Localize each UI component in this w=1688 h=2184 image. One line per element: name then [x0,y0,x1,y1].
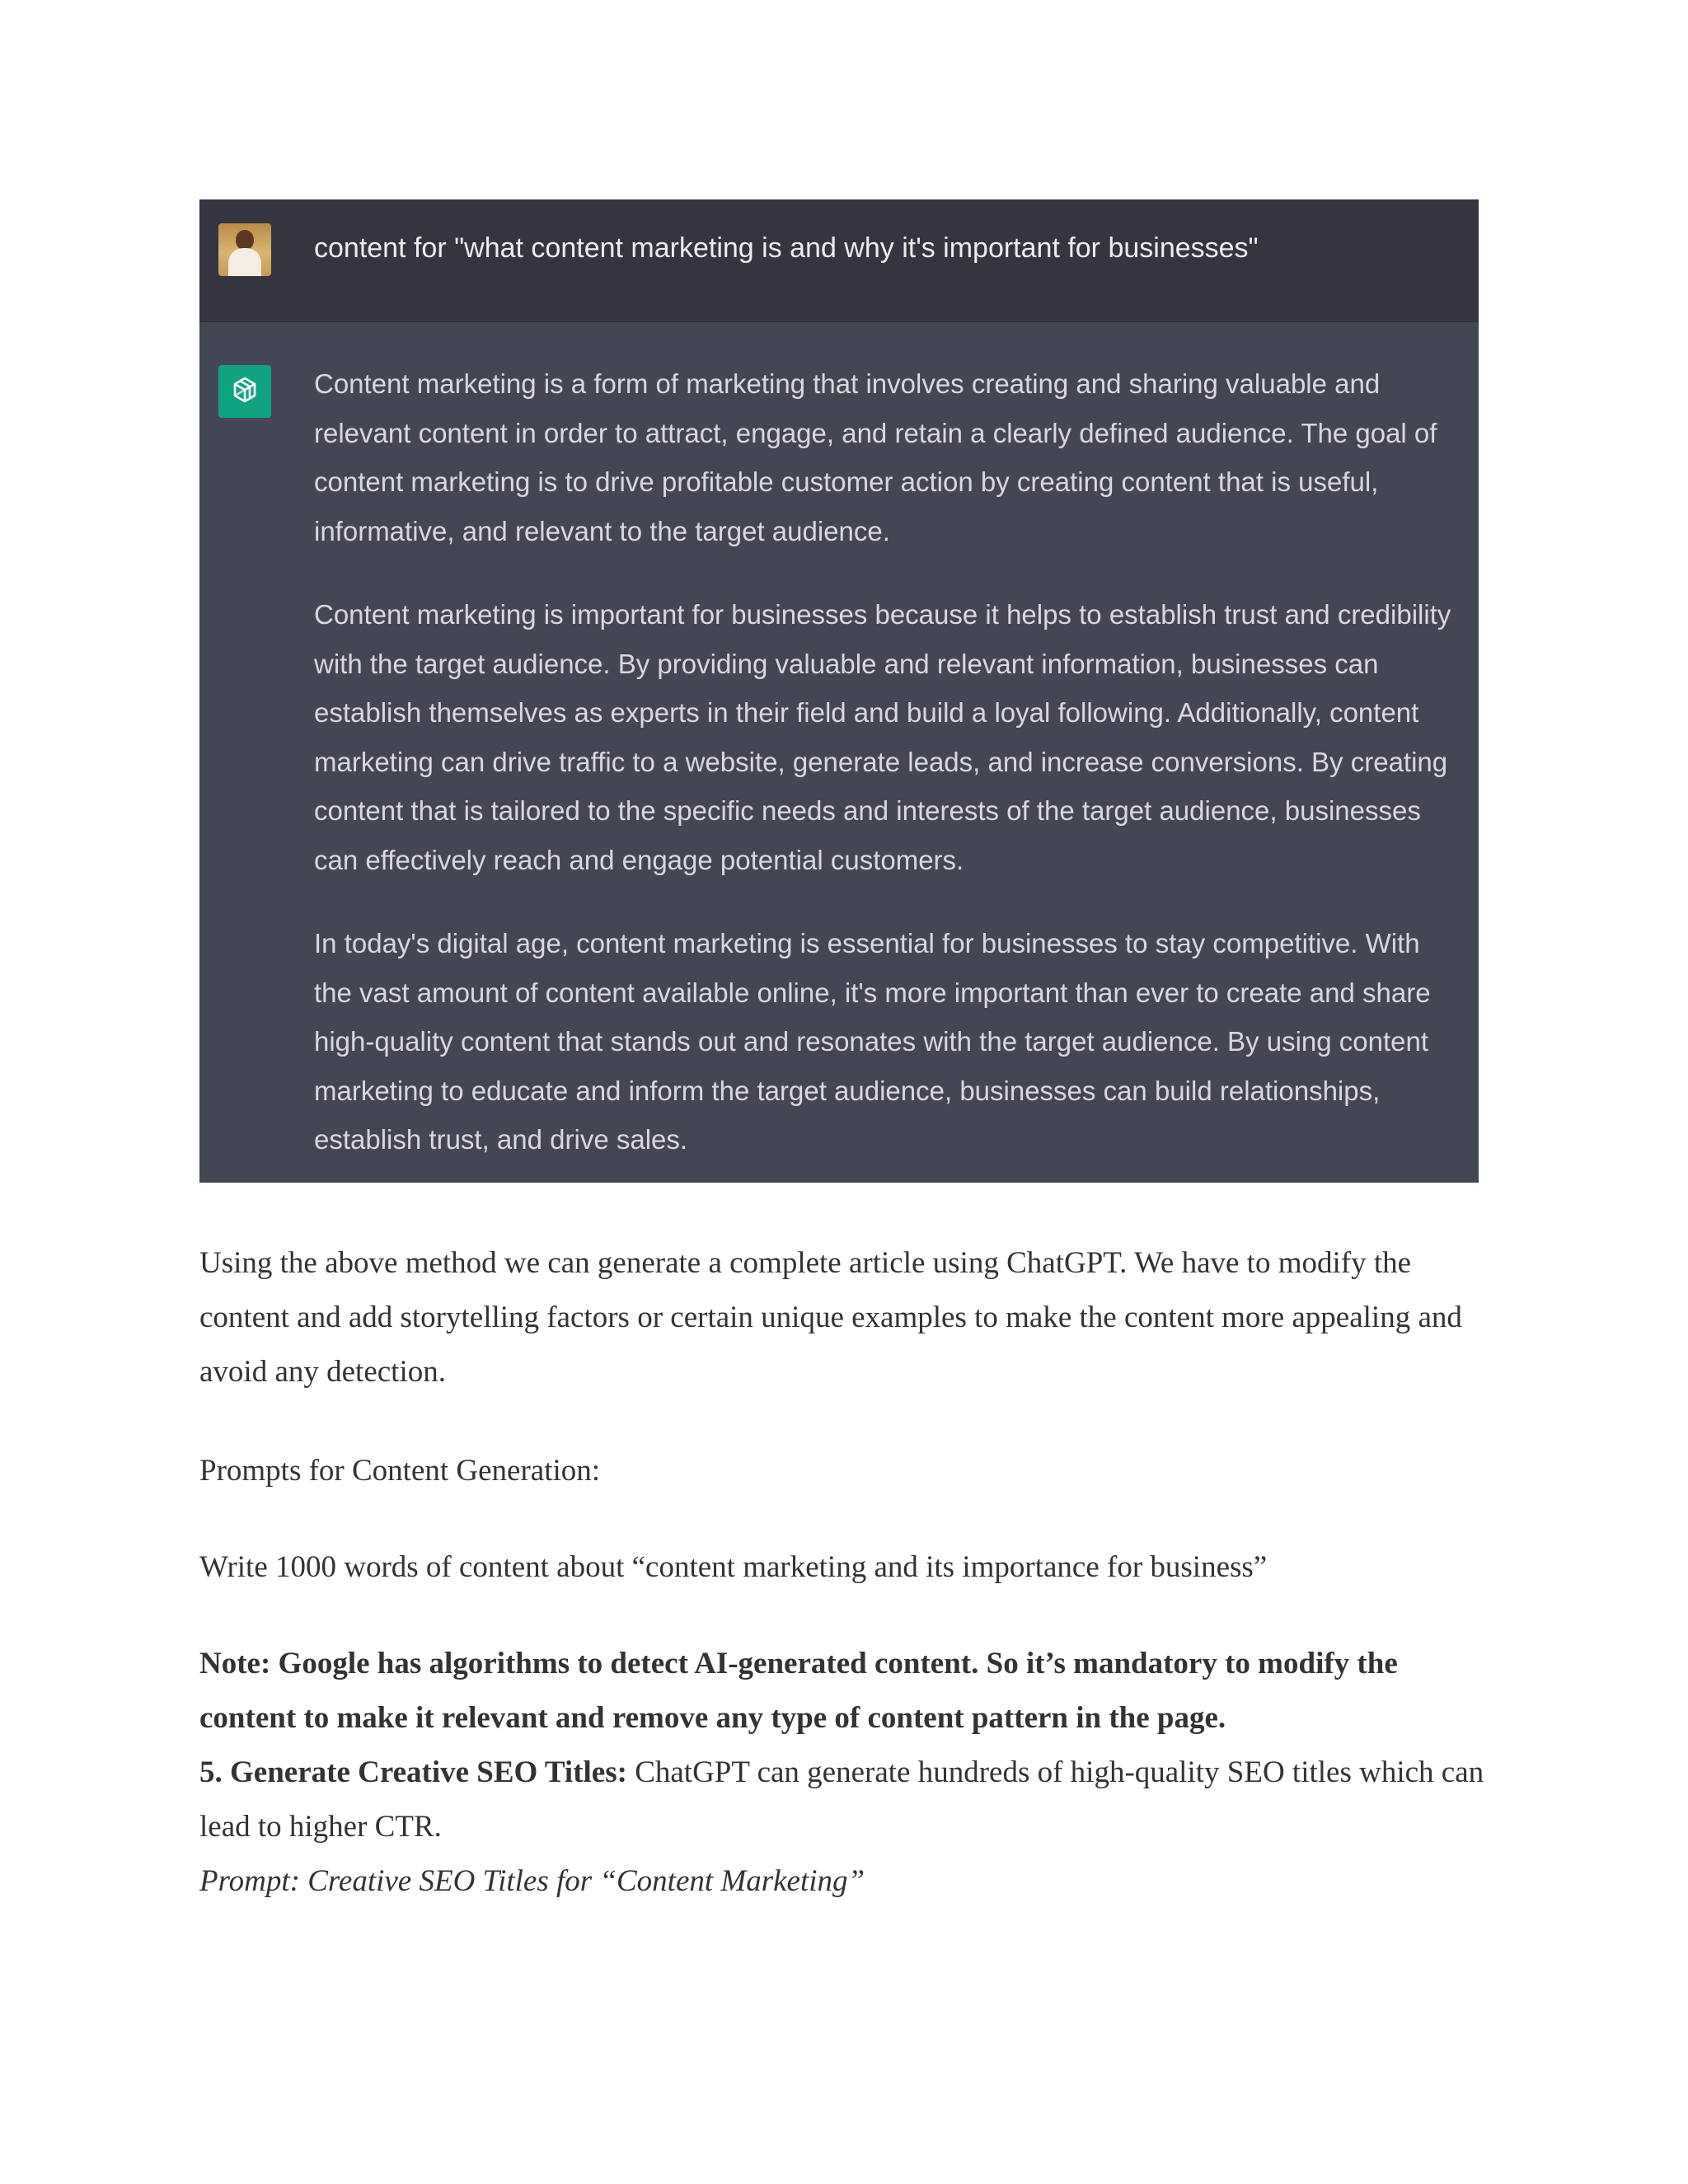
assistant-paragraph: In today's digital age, content marketing is essential for businesses to stay competitive. With the vast amount of content available online, it's more important than ever to create and share high-quality content that stands out and resonates with the target audience. By using content marketing to educate and inform the target audience, businesses can build relationships, establish trust, and drive sales. [314,928,1431,1155]
chat-screenshot [199,199,1479,1183]
intro-paragraph [199,1236,1502,1399]
user-message-row [199,199,1479,322]
user-avatar [218,223,271,276]
note-and-section [199,1637,1502,1909]
note-text: Note: Google has algorithms to detect AI-generated content. So it’s mandatory to modify the content to make it relevant and remove any type of content pattern in the page. [199,1647,1398,1735]
openai-logo-icon [218,365,271,418]
prompt-example-text: Write 1000 words of content about “content marketing and its importance for business” [199,1550,1268,1584]
user-message-text: content for "what content marketing is and why it's important for businesses" [314,232,1259,264]
prompt-example [199,1540,1502,1595]
avatar-body [228,248,261,276]
avatar-head [236,230,254,250]
assistant-paragraph: Content marketing is important for businesses because it helps to establish trust and credibility with the target audience. By providing valuable and relevant information, businesses can establish themselves as experts in their field and build a loyal following. Additionally, content marketing can drive traffic to a website, generate leads, and increase conversions. By creating content that is tailored to the specific needs and interests of the target audience, businesses can effectively reach and engage potential customers. [314,599,1451,875]
assistant-message [314,359,1464,1165]
section5-prompt: Prompt: Creative SEO Titles for “Content Marketing” [199,1864,865,1898]
section5-title: 5. Generate Creative SEO Titles: [199,1755,627,1789]
intro-text: Using the above method we can generate a complete article using ChatGPT. We have to modify the content and add storytelling factors or certain unique examples to make the content more appealing and avoid any detection. [199,1246,1462,1389]
section5-body: ChatGPT can generate hundreds of high-quality SEO titles which can lead to higher CTR. [199,1755,1484,1844]
openai-logo-svg [227,373,263,410]
section5-paragraph [199,1746,1502,1854]
prompts-heading [199,1444,1502,1498]
prompts-heading-text: Prompts for Content Generation: [199,1454,601,1488]
assistant-paragraph: Content marketing is a form of marketing that involves creating and sharing valuable and relevant content in order to attract, engage, and retain a clearly defined audience. The goal of content marketing is to drive profitable customer action by creating content that is useful, informative, and relevant to the target audience. [314,368,1437,546]
